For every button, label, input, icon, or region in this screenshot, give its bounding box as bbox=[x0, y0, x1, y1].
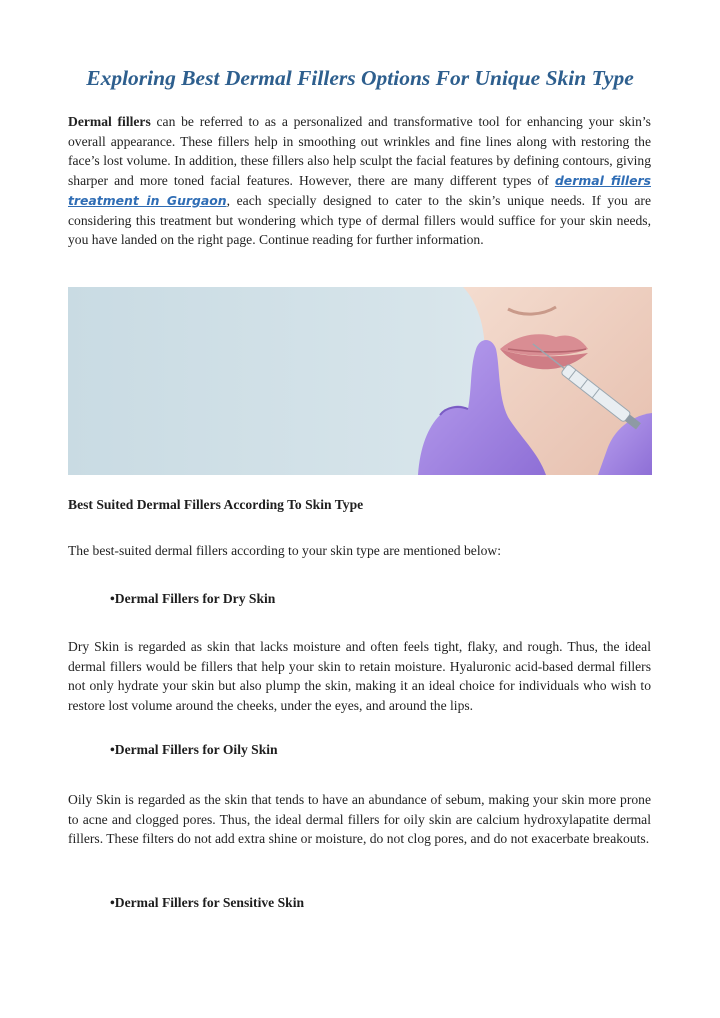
intro-paragraph bbox=[68, 112, 651, 250]
section-intro: The best-suited dermal fillers according to your skin type are mentioned below: bbox=[68, 543, 501, 558]
intro-bold-lead: Dermal fillers bbox=[68, 114, 151, 129]
item-heading-oily-skin: •Dermal Fillers for Oily Skin bbox=[110, 742, 278, 757]
item-body-dry-skin: Dry Skin is regarded as skin that lacks moisture and often feels tight, flaky, and rough. Thus, the ideal dermal fillers would be fillers that help your skin to retain moisture. Hyaluronic acid-based dermal fillers not only hydrate your skin but also plump the skin, making it an ideal choice for individuals who wish to restore lost volume around the cheeks, under the eyes, and around the lips. bbox=[68, 639, 651, 714]
page-title: Exploring Best Dermal Fillers Options For Unique Skin Type bbox=[86, 66, 634, 90]
intro-text-before-link: can be referred to as a personalized and transformative tool for enhancing your skin’s overall appearance. These fillers help in smoothing out wrinkles and fine lines along with restoring the face’s lost volume. In addition, these fillers also help sculpt the facial features by defining contours, giving sharper and more toned facial features. However, there are many different types of bbox=[68, 114, 651, 189]
lip-filler-injection-image bbox=[68, 287, 652, 475]
intro-text-after-link: , each specially designed to cater to the skin’s unique needs. If you are considering this treatment but wondering which type of dermal fillers would suffice for your skin needs, you have landed on the right page. Continue reading for further information. bbox=[68, 192, 651, 248]
item-body-oily-skin: Oily Skin is regarded as the skin that tends to have an abundance of sebum, making your skin more prone to acne and clogged pores. Thus, the ideal dermal fillers for oily skin are calcium hydroxylapatite dermal fillers. These filters do not add extra shine or moisture, do not clog pores, and do not exacerbate breakouts. bbox=[68, 792, 651, 847]
item-heading-dry-skin: •Dermal Fillers for Dry Skin bbox=[110, 591, 276, 606]
section-heading: Best Suited Dermal Fillers According To Skin Type bbox=[68, 497, 364, 512]
item-heading-sensitive-skin: •Dermal Fillers for Sensitive Skin bbox=[110, 895, 305, 910]
dermal-fillers-gurgaon-link[interactable]: dermal fillers treatment in Gurgaon bbox=[68, 173, 651, 208]
